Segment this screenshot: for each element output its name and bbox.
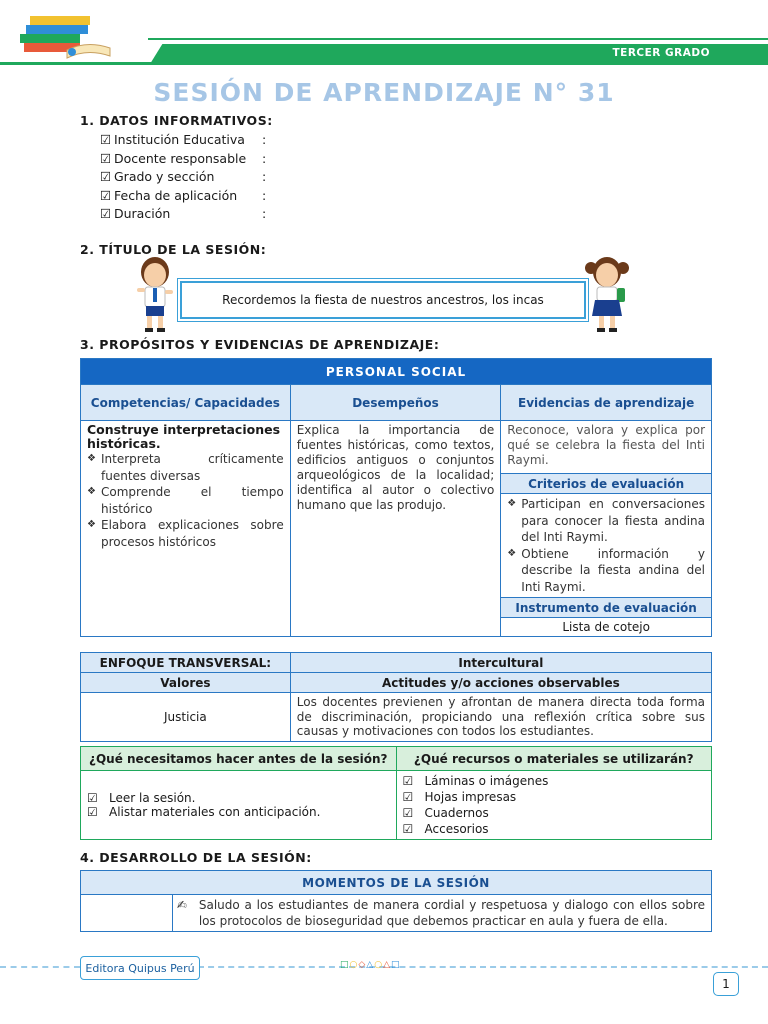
publisher-label xyxy=(80,956,200,980)
info-label: Grado y sección xyxy=(114,169,215,184)
checkbox-icon: ☑ xyxy=(402,774,414,788)
info-separator: : xyxy=(262,187,267,203)
info-row xyxy=(100,151,266,166)
checkbox-icon: ☑ xyxy=(100,132,112,147)
books-logo xyxy=(12,12,122,60)
page-number-text: 1 xyxy=(722,977,730,991)
checkbox-icon: ☑ xyxy=(402,822,414,836)
recursos-label: ¿Qué recursos o materiales se utilizarán? xyxy=(396,747,712,771)
checkbox-icon: ☑ xyxy=(100,206,112,221)
info-label: Fecha de aplicación xyxy=(114,187,238,203)
checklist-text: Láminas o imágenes xyxy=(424,774,549,788)
antes-cell xyxy=(81,771,397,840)
girl-illustration xyxy=(582,254,632,336)
antes-label: ¿Qué necesitamos hacer antes de la sesión? xyxy=(81,747,397,771)
header-line xyxy=(0,62,768,65)
footer-shapes: □○◇△○△□ xyxy=(340,960,401,970)
footer-dash-right xyxy=(198,966,768,968)
enfoque-label: ENFOQUE TRANSVERSAL: xyxy=(81,653,291,673)
grade-label: TERCER GRADO xyxy=(612,47,710,59)
checklist-text: Cuadernos xyxy=(424,806,489,820)
checkbox-icon: ☑ xyxy=(402,790,414,804)
valores-label: Valores xyxy=(81,673,291,693)
momentos-label: MOMENTOS DE LA SESIÓN xyxy=(81,871,712,895)
criterios-cell xyxy=(501,494,712,598)
enfoque-value: Intercultural xyxy=(290,653,711,673)
capacidad-item: ❖ Comprende el tiempo histórico xyxy=(87,484,284,517)
section-3-heading: 3. PROPÓSITOS Y EVIDENCIAS DE APRENDIZAJE: xyxy=(80,337,440,352)
info-separator: : xyxy=(262,169,267,184)
info-row xyxy=(100,206,266,221)
checklist-item xyxy=(87,805,390,819)
preparation-table xyxy=(80,746,712,840)
page-title: SESIÓN DE APRENDIZAJE N° 31 xyxy=(153,78,615,107)
momentos-table xyxy=(80,870,712,932)
capacidad-item: ❖ Elabora explicaciones sobre procesos históricos xyxy=(87,517,284,550)
competencia-title: Construye interpretaciones históricas. xyxy=(87,422,281,451)
col-evidencias: Evidencias de aprendizaje xyxy=(501,385,712,421)
checkbox-icon: ☑ xyxy=(100,169,112,184)
recursos-cell xyxy=(396,771,712,840)
session-title: Recordemos la fiesta de nuestros ancestros, los incas xyxy=(222,293,544,307)
capacidad-item: ❖ Interpreta críticamente fuentes diversas xyxy=(87,451,284,484)
info-label: Institución Educativa xyxy=(114,132,245,147)
info-separator: : xyxy=(262,150,267,166)
criterio-item: ❖ Participan en conversaciones para conocer la fiesta andina del Inti Raymi. xyxy=(507,496,705,546)
col-competencias: Competencias/ Capacidades xyxy=(81,385,291,421)
info-label: Duración xyxy=(114,206,171,221)
criterios-list xyxy=(507,496,705,595)
checklist-text: Accesorios xyxy=(424,822,489,836)
checklist-item xyxy=(403,789,706,805)
session-title-box xyxy=(180,281,586,319)
evidencia-cell: Reconoce, valora y explica por qué se celebra la fiesta del Inti Raymi. xyxy=(501,421,712,474)
boy-illustration xyxy=(132,254,178,336)
info-row xyxy=(100,132,266,147)
actitudes-label: Actitudes y/o acciones observables xyxy=(290,673,711,693)
checklist-item xyxy=(403,821,706,837)
section-4-heading: 4. DESARROLLO DE LA SESIÓN: xyxy=(80,850,312,865)
info-separator: : xyxy=(262,132,267,147)
info-separator: : xyxy=(262,206,267,221)
capacidades-list xyxy=(87,451,284,550)
competencias-cell xyxy=(81,421,291,637)
checkbox-icon: ☑ xyxy=(402,806,414,820)
publisher-text: Editora Quipus Perú xyxy=(85,961,195,975)
checkbox-icon: ☑ xyxy=(100,187,112,203)
col-desempenos: Desempeños xyxy=(290,385,501,421)
checklist-item xyxy=(403,773,706,789)
valor-cell: Justicia xyxy=(81,693,291,742)
purposes-table xyxy=(80,358,712,637)
checklist-text: Alistar materiales con anticipación. xyxy=(109,805,321,819)
footer-dash-left xyxy=(0,966,80,968)
antes-list xyxy=(87,791,390,819)
info-row xyxy=(100,188,266,203)
checkbox-icon: ☑ xyxy=(100,150,112,166)
instrumento-value: Lista de cotejo xyxy=(501,618,712,637)
checklist-text: Leer la sesión. xyxy=(109,791,196,805)
criterio-item: ❖ Obtiene información y describe la fiesta andina del Inti Raymi. xyxy=(507,546,705,596)
momento-content-cell xyxy=(172,895,711,932)
checklist-item xyxy=(403,805,706,821)
criterios-label: Criterios de evaluación xyxy=(501,474,712,494)
checklist-text: Hojas impresas xyxy=(424,790,517,804)
info-row xyxy=(100,169,266,184)
checkbox-icon: ☑ xyxy=(87,791,98,805)
enfoque-table xyxy=(80,652,712,742)
header-thin-line xyxy=(148,38,768,40)
first-activity: Saludo a los estudiantes de manera cordial y respetuosa y dialogo con ellos sobre los protocolos de bioseguridad que debemos practicar en aula y fuera de ella. xyxy=(198,898,705,928)
desempeno-cell: Explica la importancia de fuentes históricas, como textos, edificios antiguos o conjuntos arqueológicos de la localidad; identifica al autor o colectivo humano que las produjo. xyxy=(290,421,501,637)
area-header: PERSONAL SOCIAL xyxy=(81,359,712,385)
actitud-cell: Los docentes previenen y afrontan de manera directa toda forma de discriminación, propiciando una reflexión crítica sobre sus causas y motivaciones con todos los estudiantes. xyxy=(290,693,711,742)
checkbox-icon: ☑ xyxy=(87,805,98,819)
pen-icon: ✍ xyxy=(176,898,187,912)
page-number xyxy=(713,972,739,996)
section-2-heading: 2. TÍTULO DE LA SESIÓN: xyxy=(80,242,267,257)
section-1-heading: 1. DATOS INFORMATIVOS: xyxy=(80,113,273,128)
momento-name-cell xyxy=(81,895,173,932)
recursos-list xyxy=(403,773,706,837)
info-label: Docente responsable xyxy=(114,150,247,166)
checklist-item xyxy=(87,791,390,805)
instrumento-label: Instrumento de evaluación xyxy=(501,598,712,618)
